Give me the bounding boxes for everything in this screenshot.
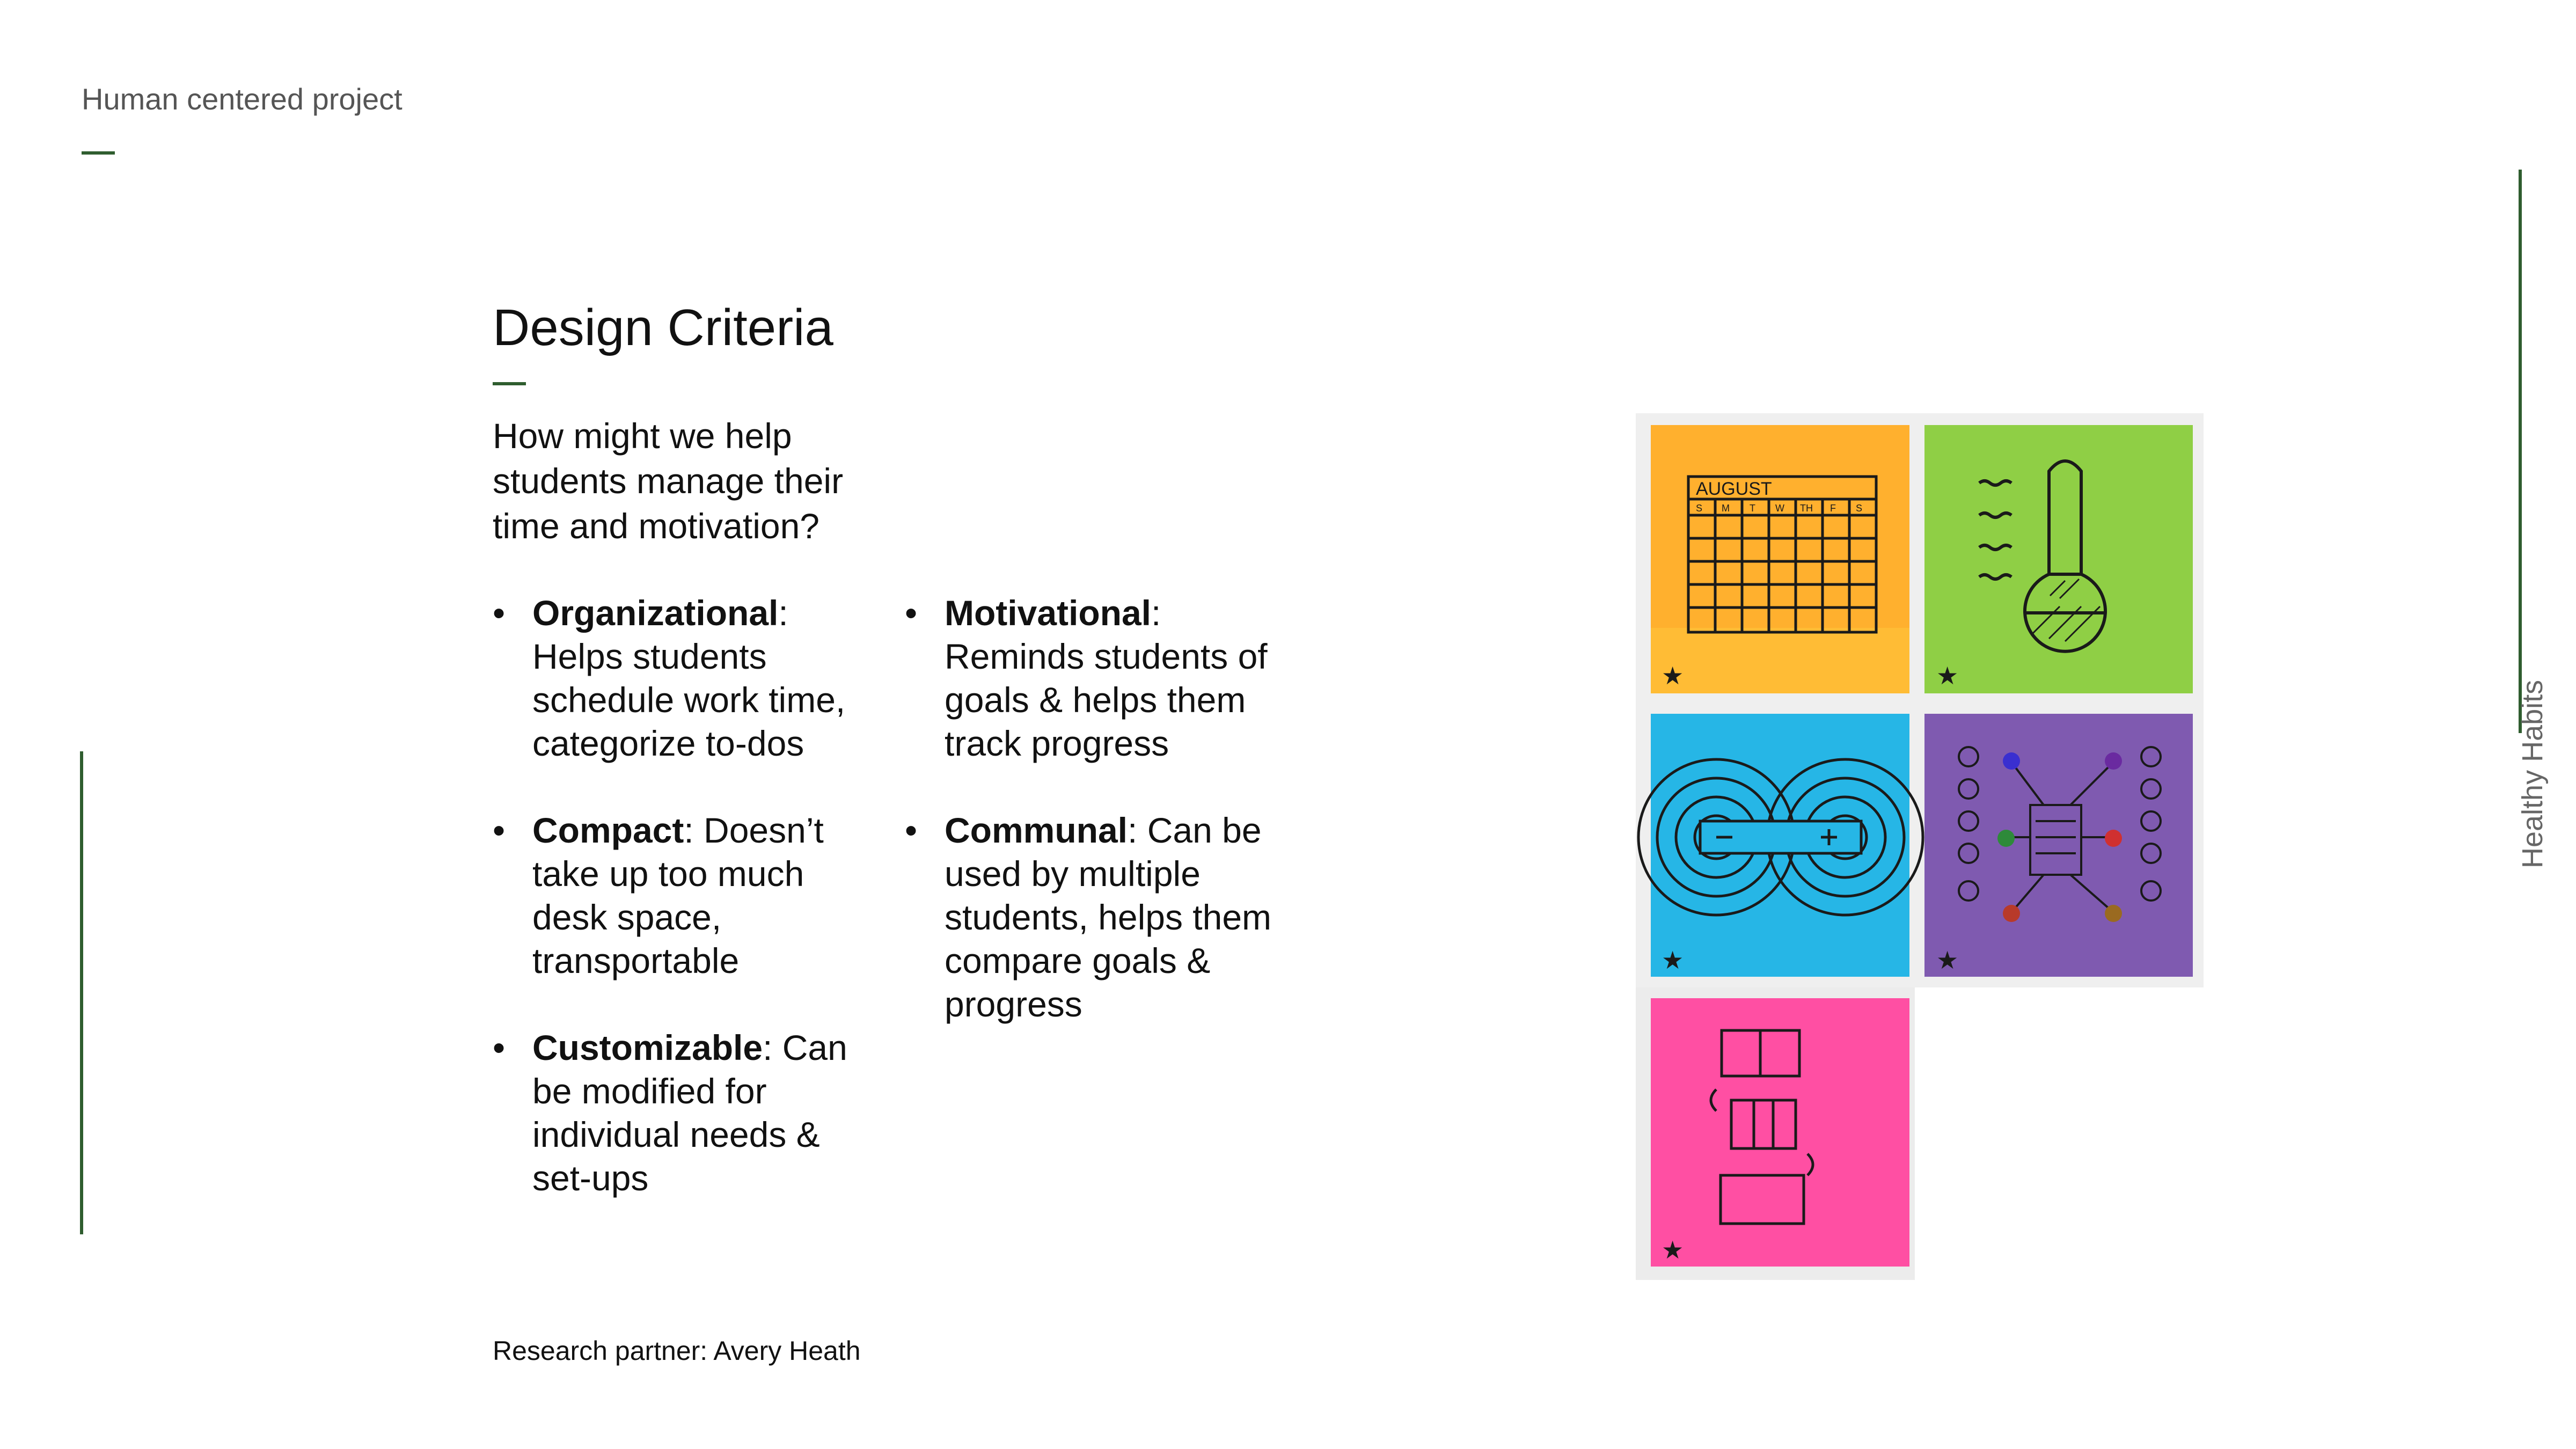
- criterion-term: Compact: [532, 810, 684, 850]
- calendar-day: S: [1856, 503, 1863, 514]
- bullet: •: [905, 593, 918, 633]
- criterion-communal: [905, 809, 1280, 1026]
- accent-dash-title: [493, 382, 526, 385]
- page-title: Design Criteria: [493, 299, 833, 356]
- criterion-desc: : Reminds students of goals & helps them track progress: [945, 593, 1268, 763]
- left-accent-rule: [80, 751, 83, 1234]
- calendar-day: F: [1830, 503, 1836, 514]
- calendar-month: AUGUST: [1696, 479, 1772, 499]
- bullet: •: [493, 810, 506, 850]
- design-question: How might we help students manage their time and motivation?: [493, 416, 844, 546]
- criterion-term: Communal: [945, 810, 1128, 850]
- calendar-day: TH: [1800, 503, 1813, 514]
- criterion-desc: : Can be modified for individual needs & set-ups: [532, 1028, 847, 1198]
- star-icon: ★: [1662, 946, 1684, 974]
- criterion-desc: : Helps students schedule work time, categorize to-dos: [532, 593, 846, 763]
- star-icon: ★: [1662, 1236, 1684, 1264]
- calendar-day: M: [1722, 503, 1730, 514]
- network-node: [2003, 752, 2020, 770]
- criterion-term: Customizable: [532, 1028, 763, 1067]
- sticky-notes-photo: [1636, 413, 2204, 1280]
- criterion-compact: [493, 809, 868, 983]
- criterion-motivational: [905, 591, 1280, 765]
- criterion-customizable: [493, 1026, 868, 1200]
- network-node: [2003, 905, 2020, 922]
- criterion-term: Motivational: [945, 593, 1152, 633]
- right-accent-rule: [2519, 170, 2522, 733]
- network-node: [2105, 830, 2122, 847]
- calendar-day: T: [1750, 503, 1755, 514]
- accent-dash-top: [82, 151, 115, 155]
- network-node: [2105, 905, 2122, 922]
- star-icon: ★: [1936, 662, 1959, 690]
- bullet: •: [493, 593, 506, 633]
- note-pink: [1651, 998, 1909, 1267]
- network-node: [2105, 752, 2122, 770]
- vertical-label: Healthy Habits: [2516, 679, 2549, 868]
- network-node: [1997, 830, 2015, 847]
- sticky-notes-illustration: [1636, 413, 2204, 1280]
- note-green: [1924, 425, 2193, 693]
- calendar-day: W: [1775, 503, 1784, 514]
- star-icon: ★: [1662, 662, 1684, 690]
- project-label: Human centered project: [82, 82, 402, 116]
- criterion-desc: : Doesn’t take up too much desk space, transportable: [532, 810, 824, 980]
- criterion-term: Organizational: [532, 593, 779, 633]
- criterion-desc: : Can be used by multiple students, helps them compare goals & progress: [945, 810, 1272, 1024]
- star-icon: ★: [1936, 946, 1959, 974]
- bullet: •: [905, 810, 918, 850]
- calendar-day: S: [1696, 503, 1703, 514]
- bullet: •: [493, 1028, 506, 1067]
- criteria-column-right: [905, 591, 1280, 1070]
- criterion-organizational: [493, 591, 868, 765]
- research-partner-credit: Research partner: Avery Heath: [493, 1336, 861, 1366]
- criteria-column-left: [493, 591, 868, 1243]
